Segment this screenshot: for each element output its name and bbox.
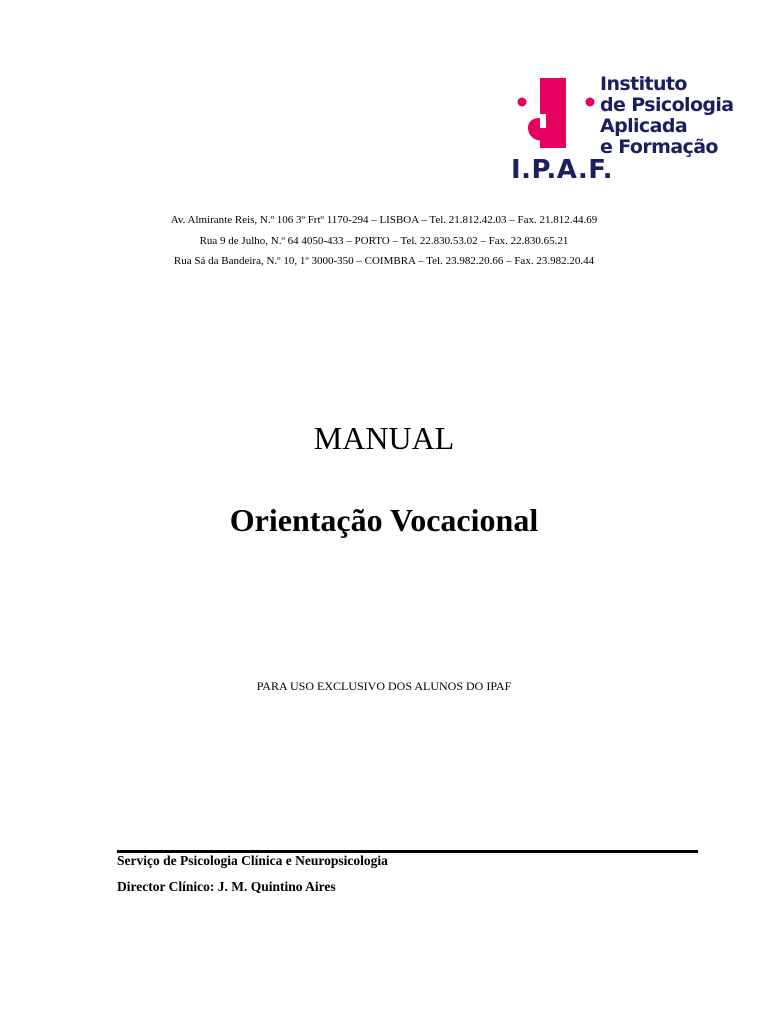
clinical-director: Director Clínico: J. M. Quintino Aires bbox=[117, 879, 336, 894]
document-subtitle: Orientação Vocacional bbox=[229, 502, 539, 538]
service-name: Serviço de Psicologia Clínica e Neuropsicologia bbox=[117, 853, 388, 868]
document-title: MANUAL bbox=[313, 420, 455, 456]
usage-note: PARA USO EXCLUSIVO DOS ALUNOS DO IPAF bbox=[256, 679, 512, 693]
logo-institution-name bbox=[600, 74, 734, 158]
address-line-coimbra: Rua Sá da Bandeira, N.º 10, 1º 3000-350 – COIMBRA – Tel. 23.982.20.66 – Fax. 23.982.20.44 bbox=[173, 255, 595, 267]
logo-name-line: e Formação bbox=[600, 136, 718, 158]
address-block bbox=[0, 210, 768, 272]
logo-acronym: I.P.A.F. bbox=[511, 155, 614, 185]
logo-name-line: Aplicada bbox=[600, 115, 688, 137]
address-line-porto: Rua 9 de Julho, N.º 64 4050-433 – PORTO – Tel. 22.830.53.02 – Fax. 22.830.65.21 bbox=[199, 234, 569, 247]
logo-name-line: Instituto bbox=[600, 73, 687, 95]
logo-name-line: de Psicologia bbox=[600, 94, 734, 116]
address-line-lisboa: Av. Almirante Reis, N.º 106 3º Frtº 1170-294 – LISBOA – Tel. 21.812.42.03 – Fax. 21.812.44.69 bbox=[170, 214, 598, 226]
